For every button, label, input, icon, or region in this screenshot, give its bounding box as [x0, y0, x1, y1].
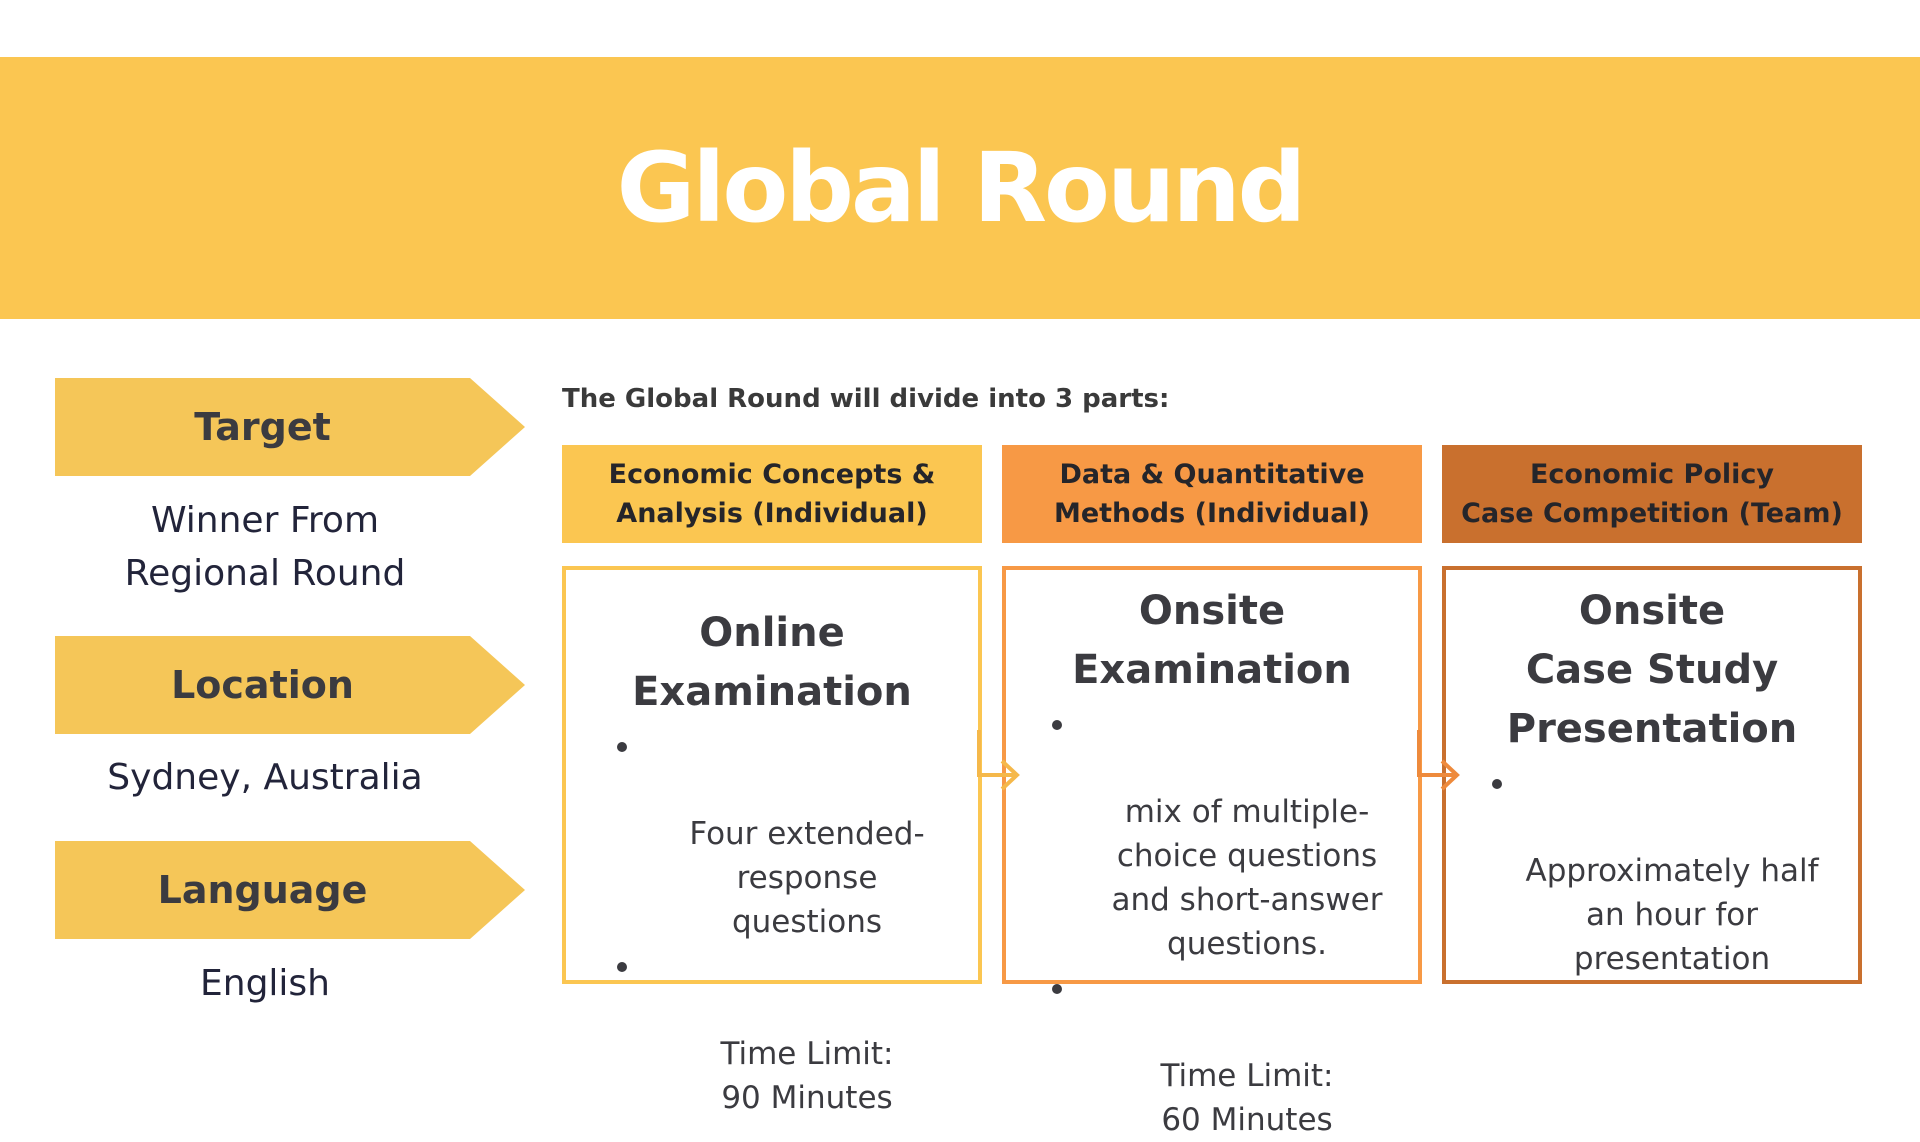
part-2-heading-text: Data & Quantitative Methods (Individual): [1053, 459, 1371, 529]
part-2-bullets: [1006, 702, 1418, 1142]
part-1-heading: [562, 445, 982, 543]
bullet-item: [1006, 966, 1418, 1142]
part-3-bullets: [1446, 761, 1858, 981]
part-2-heading: [1002, 445, 1422, 543]
location-tag: [55, 636, 525, 734]
language-tag: [55, 841, 525, 939]
bullet-text: Approximately half an hour for presentation: [1525, 853, 1819, 977]
part-1-title: Online Examination: [632, 610, 912, 715]
bullet-dot: [617, 742, 627, 752]
bullet-text: Time Limit: 60 Minutes: [1160, 1058, 1334, 1138]
bullet-item: [566, 724, 978, 944]
location-value: Sydney, Australia: [107, 757, 423, 798]
part-1-box: [562, 566, 982, 1116]
bullet-dot: [1052, 720, 1062, 730]
part-3-heading: [1442, 445, 1862, 543]
bullet-dot: [617, 962, 627, 972]
bullet-item: [566, 944, 978, 1120]
bullet-item: [1446, 761, 1858, 981]
language-label: Language: [157, 868, 368, 912]
target-label: Target: [194, 405, 331, 449]
target-value: Winner From Regional Round: [124, 500, 406, 594]
page-title: Global Round: [616, 132, 1304, 244]
bullet-text: Time Limit: 90 Minutes: [720, 1036, 894, 1116]
bullet-item: [1006, 702, 1418, 966]
bullet-dot: [1492, 779, 1502, 789]
bullet-text: mix of multiple- choice questions and short-answer questions.: [1111, 794, 1383, 962]
connector-2-arrow-icon: [1416, 730, 1462, 820]
bullet-dot: [1052, 984, 1062, 994]
target-tag: [55, 378, 525, 476]
part-1-heading-text: Economic Concepts & Analysis (Individual): [608, 459, 936, 529]
part-3-title: Onsite Case Study Presentation: [1506, 588, 1798, 752]
part-2-box: [1002, 566, 1422, 1138]
title-banner: [0, 57, 1920, 319]
language-value: English: [200, 963, 330, 1004]
location-label: Location: [171, 663, 354, 707]
intro-text: The Global Round will divide into 3 parts:: [562, 384, 1170, 414]
part-3-box: [1442, 566, 1862, 984]
connector-1-arrow-icon: [976, 730, 1022, 820]
bullet-text: Four extended- response questions: [689, 816, 925, 940]
part-1-bullets: [566, 724, 978, 1120]
part-3-heading-text: Economic Policy Case Competition (Team): [1461, 459, 1843, 529]
part-2-title: Onsite Examination: [1072, 588, 1352, 693]
